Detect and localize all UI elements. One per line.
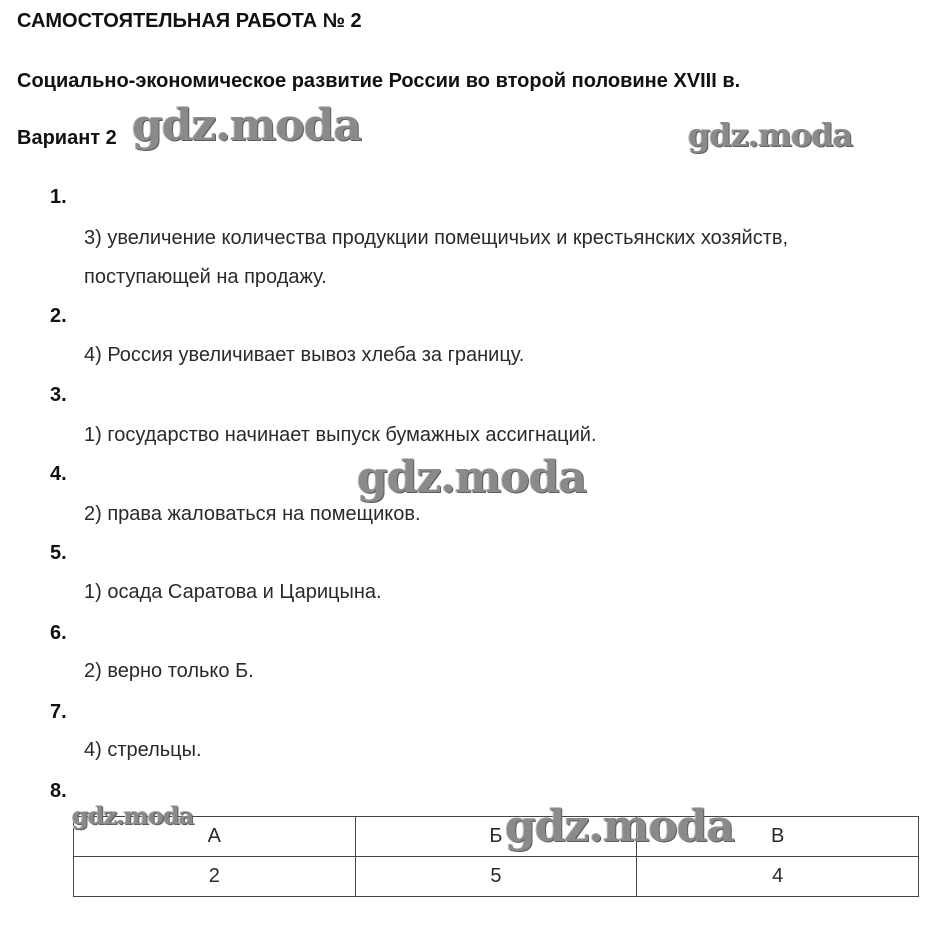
table-value-cell-a: 2 xyxy=(74,857,356,897)
answer-2: 4) Россия увеличивает вывоз хлеба за границу. xyxy=(84,344,525,366)
answer-1-line-1: 3) увеличение количества продукции помещичьих и крестьянских хозяйств, xyxy=(84,227,789,249)
question-number-2: 2. xyxy=(50,305,67,327)
page-subtitle: Социально-экономическое развитие России во второй половине XVIII в. xyxy=(17,70,741,92)
answer-6: 2) верно только Б. xyxy=(84,660,254,682)
table-header-cell-c: В xyxy=(637,817,919,857)
watermark: gdz.moda xyxy=(72,801,194,830)
table-header-cell-a: А xyxy=(74,817,356,857)
question-number-3: 3. xyxy=(50,384,67,406)
answer-4: 2) права жаловаться на помещиков. xyxy=(84,503,421,525)
table-value-row xyxy=(74,857,919,897)
watermark: gdz.moda xyxy=(688,116,853,154)
answer-3: 1) государство начинает выпуск бумажных ассигнаций. xyxy=(84,424,597,446)
table-header-cell-b: Б xyxy=(355,817,637,857)
question-number-6: 6. xyxy=(50,622,67,644)
table-value-cell-b: 5 xyxy=(355,857,637,897)
answer-1-line-2: поступающей на продажу. xyxy=(84,266,327,288)
page-title: САМОСТОЯТЕЛЬНАЯ РАБОТА № 2 xyxy=(17,10,362,32)
question-number-8: 8. xyxy=(50,780,67,802)
answer-5: 1) осада Саратова и Царицына. xyxy=(84,581,382,603)
answer-7: 4) стрельцы. xyxy=(84,739,202,761)
table-value-cell-c: 4 xyxy=(637,857,919,897)
variant-label: Вариант 2 xyxy=(17,127,117,149)
question-number-4: 4. xyxy=(50,463,67,485)
answer-table xyxy=(73,816,919,897)
watermark: gdz.moda xyxy=(505,801,735,852)
watermark: gdz.moda xyxy=(357,452,587,503)
question-number-7: 7. xyxy=(50,701,67,723)
question-number-1: 1. xyxy=(50,186,67,208)
question-number-5: 5. xyxy=(50,542,67,564)
table-header-row xyxy=(74,817,919,857)
watermark: gdz.moda xyxy=(132,100,362,151)
